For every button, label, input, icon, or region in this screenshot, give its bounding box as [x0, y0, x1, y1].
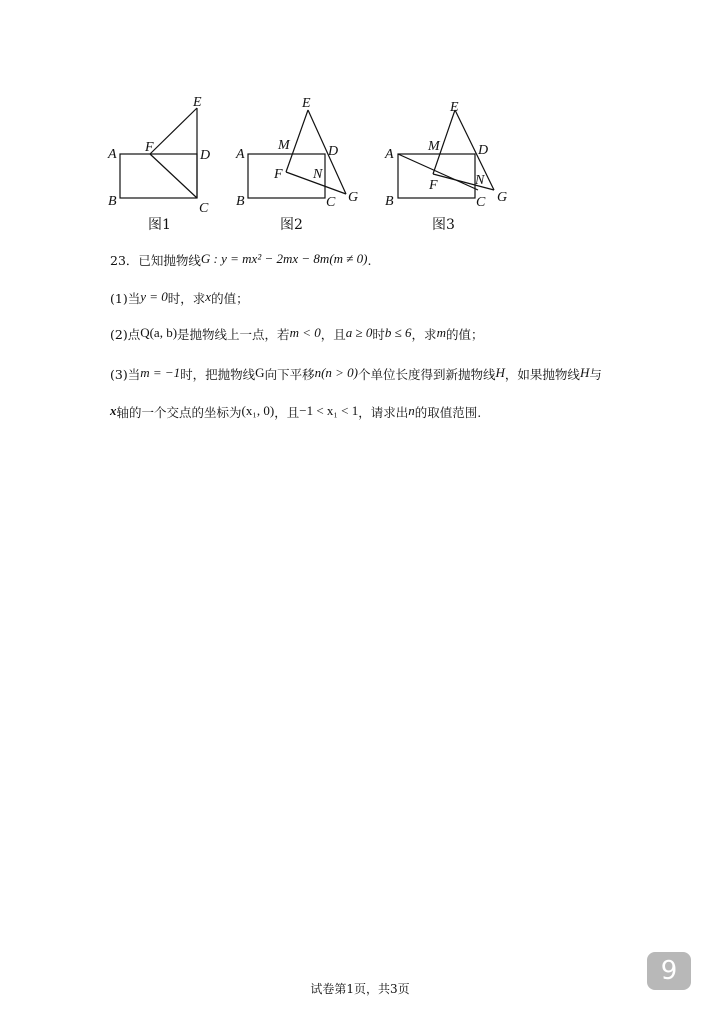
fig2-caption: 图2 — [280, 217, 303, 233]
fig2-label-N: N — [313, 167, 323, 182]
fig2-label-B: B — [236, 194, 245, 209]
fig3-caption: 图3 — [432, 217, 455, 233]
fig1-label-C: C — [199, 201, 209, 216]
fig1-caption: 图1 — [148, 217, 171, 233]
fig2-label-F: F — [274, 167, 283, 182]
fig2-label-G: G — [348, 190, 359, 205]
fig2-label-E: E — [302, 96, 311, 111]
fig3-label-E: E — [450, 100, 459, 115]
question-23-part-3-line-1: (3)当m = −1时，把抛物线G向下平移n(n > 0)个单位长度得到新抛物线H，如果抛物线H与 — [110, 365, 602, 382]
fig2-label-A: A — [236, 147, 245, 162]
fig3-label-N: N — [475, 173, 485, 188]
fig1-label-E: E — [193, 95, 202, 110]
fig3-label-B: B — [385, 194, 394, 209]
fig1-label-F: F — [145, 140, 154, 155]
fig3-label-F: F — [429, 178, 438, 193]
fig1-label-A: A — [108, 147, 117, 162]
fig3-label-G: G — [497, 190, 508, 205]
page-number-badge[interactable]: 9 — [647, 952, 691, 990]
fig1-label-D: D — [200, 148, 211, 163]
fig2-label-D: D — [328, 144, 339, 159]
figure-1-lines — [120, 108, 197, 198]
fig2-label-C: C — [326, 195, 336, 210]
fig3-label-A: A — [385, 147, 394, 162]
geometry-figures — [100, 88, 540, 238]
fig3-label-C: C — [476, 195, 486, 210]
stem-formula: G : y = mx² − 2mx − 8m(m ≠ 0) — [200, 251, 368, 266]
fig2-label-M: M — [278, 138, 290, 153]
question-23-part-2: (2)点Q(a, b)是抛物线上一点，若m < 0，且a ≥ 0时b ≤ 6，求m的值； — [110, 325, 484, 342]
question-23-part-3-line-2: x轴的一个交点的坐标为(x₁, 0)，且−1 < x₁ < 1，请求出n的取值范围. — [110, 403, 482, 420]
question-23-part-1: (1)当y = 0时，求x的值； — [110, 289, 249, 306]
fig3-label-M: M — [428, 139, 440, 154]
fig1-label-B: B — [108, 194, 117, 209]
page-footer: 试卷第1页，共3页 — [310, 982, 410, 996]
fig3-label-D: D — [478, 143, 489, 158]
question-23-stem: 23．已知抛物线G : y = mx² − 2mx − 8m(m ≠ 0). — [110, 251, 372, 268]
